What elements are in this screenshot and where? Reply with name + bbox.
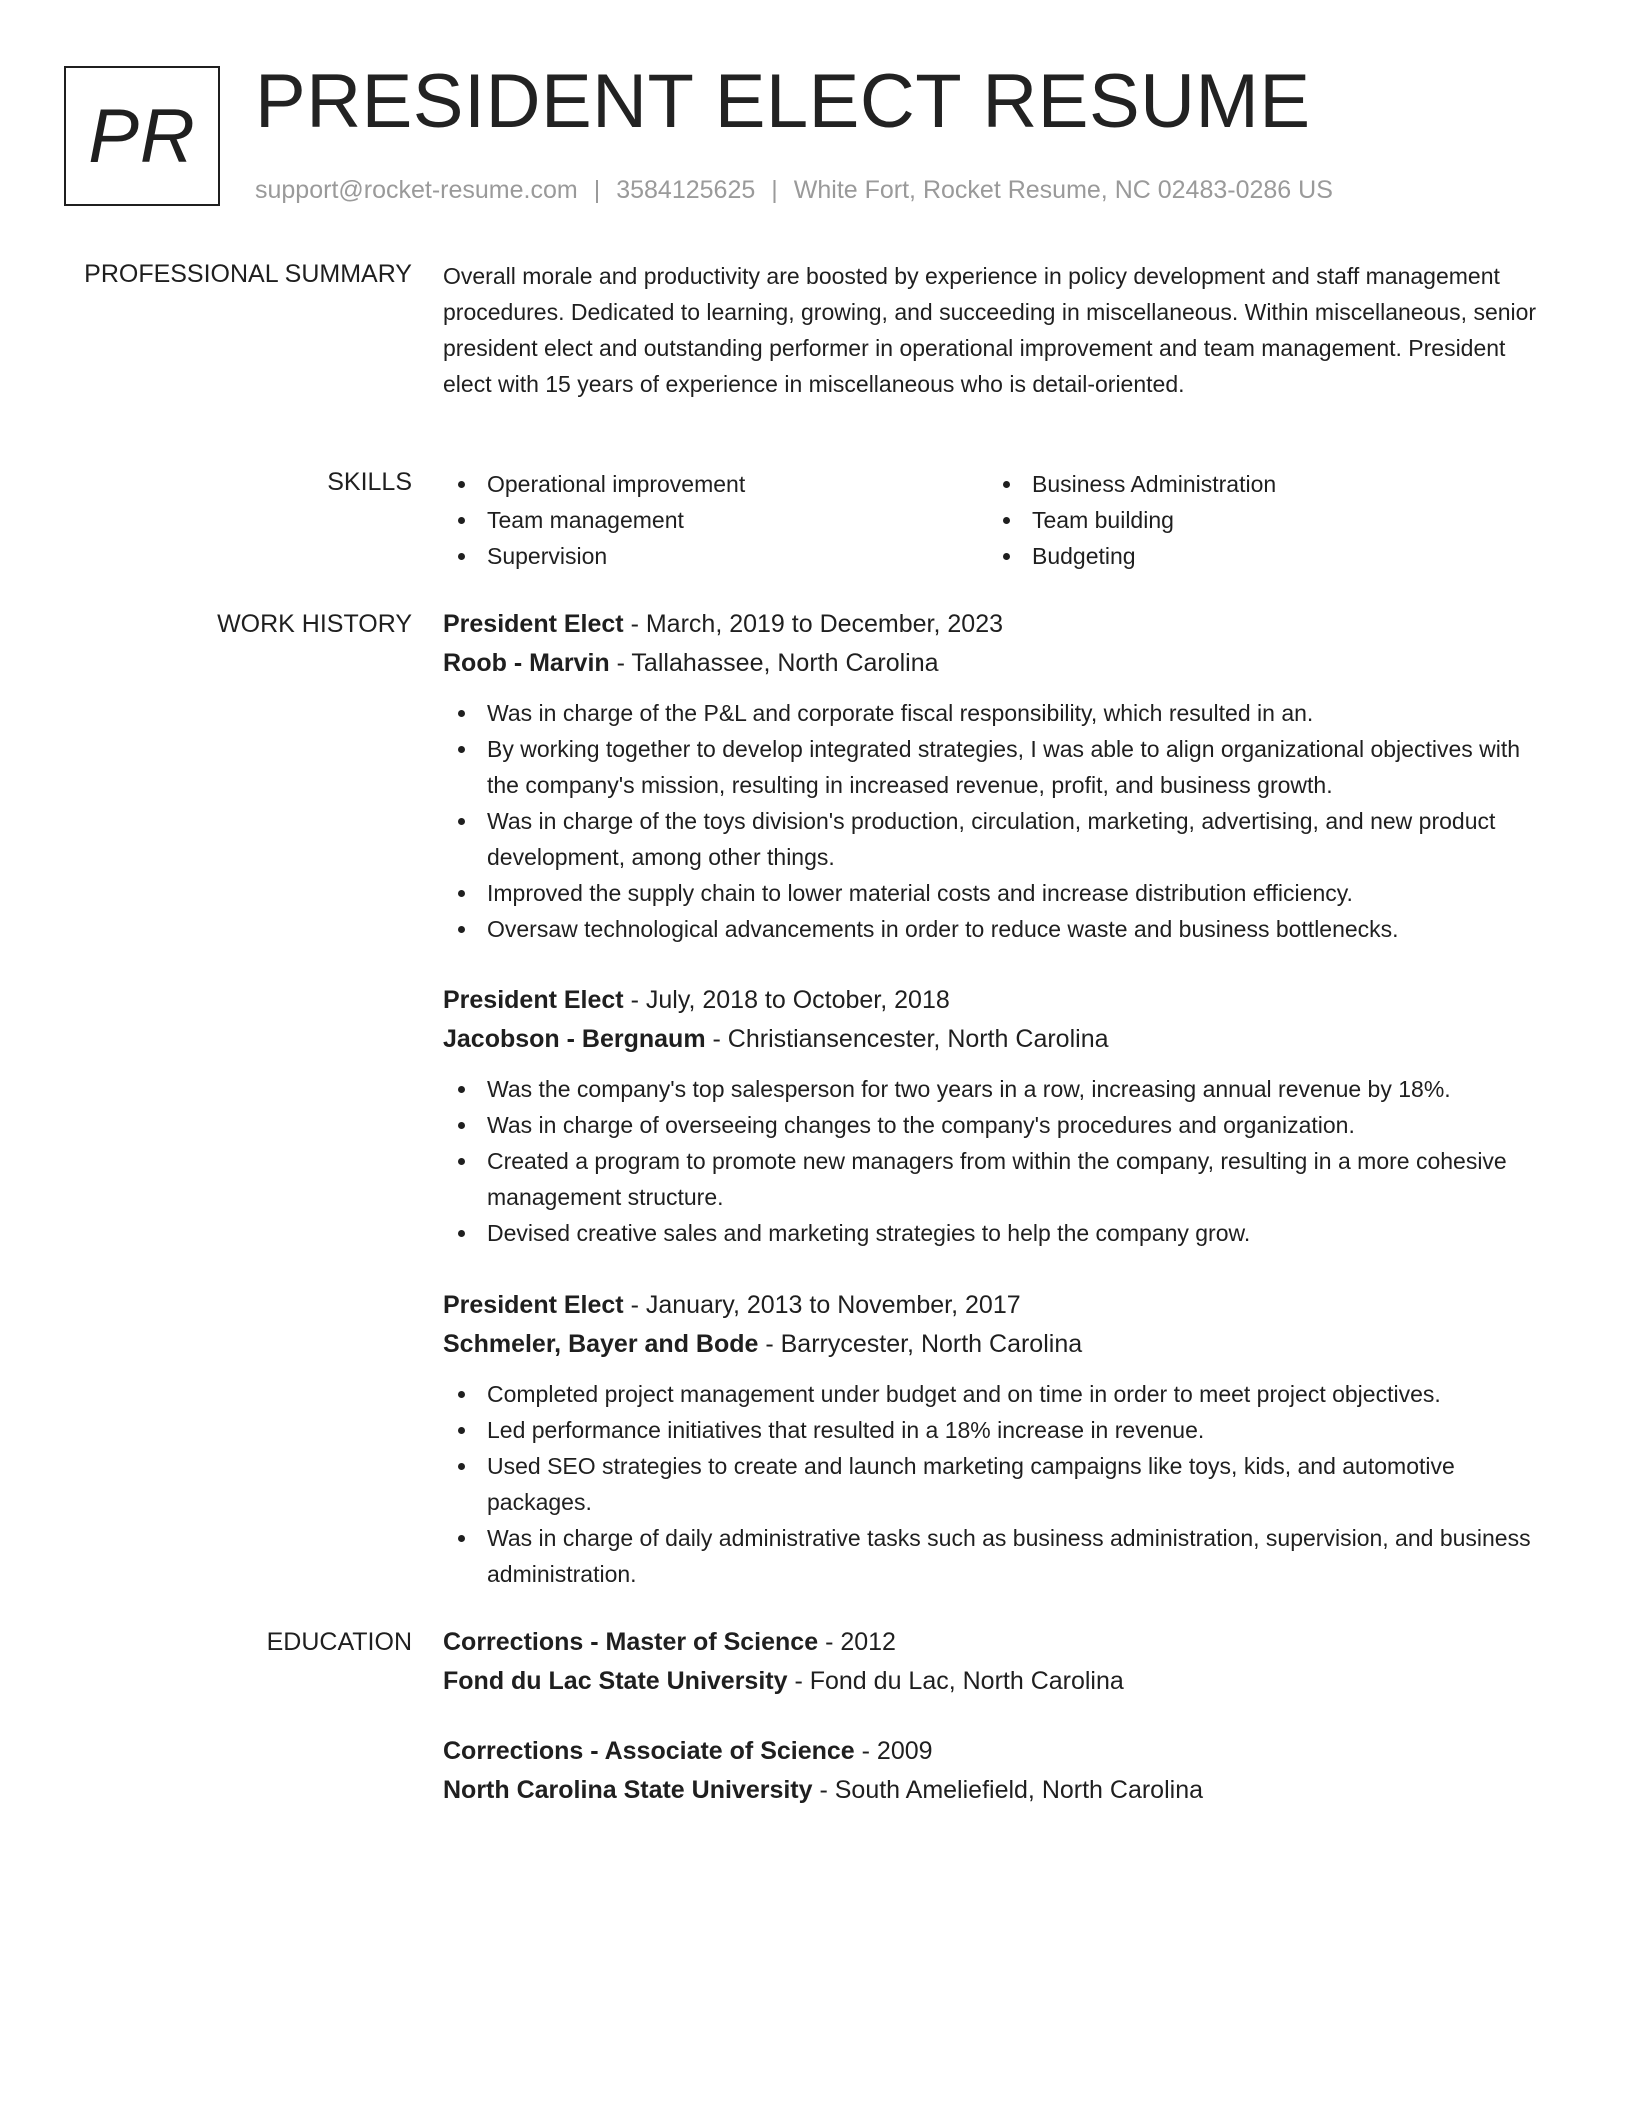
contact-separator: | [771,176,778,204]
job-entry [443,981,1553,1251]
education-school: Fond du Lac State University [443,1667,788,1695]
job-company-line [443,1325,1553,1364]
education-year: - 2009 [854,1737,933,1765]
education-location: - South Ameliefield, North Carolina [812,1776,1203,1804]
job-company: Jacobson - Bergnaum [443,1025,706,1053]
education-degree: Corrections - Associate of Science [443,1737,855,1765]
job-bullets [443,1071,1553,1251]
job-title: President Elect [443,1291,624,1319]
job-dates: - March, 2019 to December, 2023 [623,610,1004,638]
education-school: North Carolina State University [443,1776,813,1804]
job-bullet: Was in charge of the toys division's production, circulation, marketing, advertising, and new product development, among other things. [443,803,1553,875]
skill-item: Team building [988,502,1533,538]
job-title: President Elect [443,986,624,1014]
education-school-line [443,1771,1553,1810]
section-label-work-history: WORK HISTORY [217,610,412,638]
job-company-line [443,644,1553,683]
job-bullet: Was in charge of the P&L and corporate fiscal responsibility, which resulted in an. [443,695,1553,731]
resume-title: PRESIDENT ELECT RESUME [255,59,1311,144]
section-label-education: EDUCATION [266,1628,412,1656]
job-title: President Elect [443,610,624,638]
job-bullet: Improved the supply chain to lower material costs and increase distribution efficiency. [443,875,1553,911]
job-title-line [443,605,1553,644]
section-label-skills: SKILLS [327,468,412,496]
job-bullet: Was in charge of daily administrative tasks such as business administration, supervision, and business administration. [443,1520,1553,1592]
job-company: Roob - Marvin [443,649,610,677]
education-degree-line [443,1732,1553,1771]
skill-item: Team management [443,502,988,538]
education-location: - Fond du Lac, North Carolina [787,1667,1124,1695]
education-entry [443,1732,1553,1810]
job-bullet: Was in charge of overseeing changes to the company's procedures and organization. [443,1107,1553,1143]
section-label-summary: PROFESSIONAL SUMMARY [84,260,412,288]
job-company-line [443,1020,1553,1059]
job-bullet: Created a program to promote new managers from within the company, resulting in a more cohesive management structure. [443,1143,1553,1215]
contact-line [255,174,1333,206]
job-bullet: Used SEO strategies to create and launch marketing campaigns like toys, kids, and automotive packages. [443,1448,1553,1520]
education-degree-line [443,1623,1553,1662]
contact-phone: 3584125625 [616,176,756,204]
skill-item: Budgeting [988,538,1533,574]
skills-list [443,466,1553,574]
job-bullets [443,1376,1553,1592]
job-title-line [443,981,1553,1020]
contact-email: support@rocket-resume.com [255,176,578,204]
job-entry [443,605,1553,947]
summary-text: Overall morale and productivity are boosted by experience in policy development and staff management procedures. Dedicated to learning, growing, and succeeding in miscellaneous. Within miscellaneous, senior president elect and outstanding performer in operational improvement and team management. President elect with 15 years of experience in miscellaneous who is detail-oriented. [443,263,1537,397]
monogram-text: PR [88,93,196,179]
job-bullets [443,695,1553,947]
job-dates: - July, 2018 to October, 2018 [623,986,950,1014]
job-bullet: By working together to develop integrated strategies, I was able to align organizational objectives with the company's mission, resulting in increased revenue, profit, and business growth. [443,731,1553,803]
job-location: - Barrycester, North Carolina [758,1330,1083,1358]
job-location: - Tallahassee, North Carolina [609,649,939,677]
skills-column-left [443,466,988,574]
contact-separator: | [593,176,601,204]
job-bullet: Devised creative sales and marketing strategies to help the company grow. [443,1215,1553,1251]
job-bullet: Led performance initiatives that resulted in a 18% increase in revenue. [443,1412,1553,1448]
contact-address: White Fort, Rocket Resume, NC 02483-0286 US [793,176,1333,204]
monogram-logo [64,66,220,206]
education-year: - 2012 [818,1628,896,1656]
skill-item: Supervision [443,538,988,574]
job-bullet: Oversaw technological advancements in order to reduce waste and business bottlenecks. [443,911,1553,947]
skills-column-right [988,466,1533,574]
education-school-line [443,1662,1553,1701]
job-bullet: Completed project management under budget and on time in order to meet project objectives. [443,1376,1553,1412]
job-entry [443,1286,1553,1592]
job-bullet: Was the company's top salesperson for two years in a row, increasing annual revenue by 18%. [443,1071,1553,1107]
job-title-line [443,1286,1553,1325]
skill-item: Business Administration [988,466,1533,502]
skill-item: Operational improvement [443,466,988,502]
job-company: Schmeler, Bayer and Bode [443,1330,759,1358]
job-location: - Christiansencester, North Carolina [705,1025,1109,1053]
education-degree: Corrections - Master of Science [443,1628,819,1656]
job-dates: - January, 2013 to November, 2017 [623,1291,1021,1319]
education-entry [443,1623,1553,1701]
